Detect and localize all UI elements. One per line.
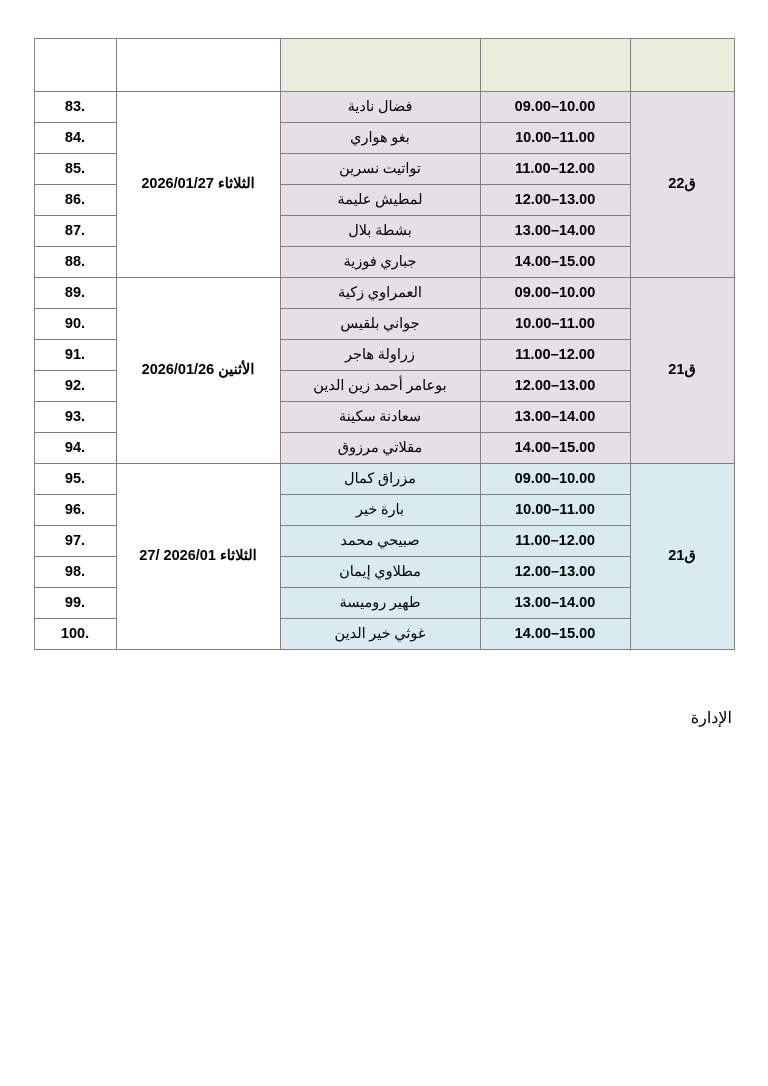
time-slot-cell: 14.00–15.00 [480,619,630,650]
student-name-cell: تواتيت نسرين [280,154,480,185]
time-slot-cell: 13.00–14.00 [480,588,630,619]
row-number-cell: 85. [34,154,116,185]
student-name-cell: بغو هواري [280,123,480,154]
row-number-cell: 87. [34,216,116,247]
time-slot-cell: 09.00–10.00 [480,464,630,495]
table-row [34,278,734,309]
administration-signature: الإدارة [690,710,732,727]
student-name-cell: بشطة بلال [280,216,480,247]
student-name-cell: صبيحي محمد [280,526,480,557]
student-name-cell: مطلاوي إيمان [280,557,480,588]
header-cell-date [116,39,280,92]
student-name-cell: سعادنة سكينة [280,402,480,433]
student-name-cell: فضال نادية [280,92,480,123]
time-slot-cell: 09.00–10.00 [480,92,630,123]
row-number-cell: 86. [34,185,116,216]
table-row [34,464,734,495]
row-number-cell: 99. [34,588,116,619]
time-slot-cell: 10.00–11.00 [480,123,630,154]
date-cell: الثلاثاء 2026/01 /27 [116,464,280,650]
time-slot-cell: 10.00–11.00 [480,495,630,526]
student-name-cell: بوعامر أحمد زين الدين [280,371,480,402]
room-cell: ق22 [630,92,734,278]
row-number-cell: 84. [34,123,116,154]
header-cell-room [630,39,734,92]
time-slot-cell: 11.00–12.00 [480,526,630,557]
date-cell: الأثنين 2026/01/26 [116,278,280,464]
student-name-cell: لمطيش عليمة [280,185,480,216]
student-name-cell: جواني بلقيس [280,309,480,340]
time-slot-cell: 13.00–14.00 [480,402,630,433]
student-name-cell: غوثي خير الدين [280,619,480,650]
student-name-cell: العمراوي زكية [280,278,480,309]
time-slot-cell: 11.00–12.00 [480,340,630,371]
row-number-cell: 93. [34,402,116,433]
row-number-cell: 98. [34,557,116,588]
header-cell-number [34,39,116,92]
exam-schedule-table [34,38,735,650]
table-row [34,92,734,123]
time-slot-cell: 11.00–12.00 [480,154,630,185]
room-cell: ق21 [630,278,734,464]
student-name-cell: طهير روميسة [280,588,480,619]
time-slot-cell: 10.00–11.00 [480,309,630,340]
time-slot-cell: 14.00–15.00 [480,247,630,278]
student-name-cell: مزراق كمال [280,464,480,495]
student-name-cell: بارة خير [280,495,480,526]
header-cell-name [280,39,480,92]
time-slot-cell: 09.00–10.00 [480,278,630,309]
row-number-cell: 96. [34,495,116,526]
date-cell: الثلاثاء 2026/01/27 [116,92,280,278]
time-slot-cell: 12.00–13.00 [480,371,630,402]
header-cell-time [480,39,630,92]
row-number-cell: 89. [34,278,116,309]
row-number-cell: 100. [34,619,116,650]
row-number-cell: 92. [34,371,116,402]
row-number-cell: 90. [34,309,116,340]
table-header-row [34,39,734,92]
time-slot-cell: 12.00–13.00 [480,557,630,588]
student-name-cell: زراولة هاجر [280,340,480,371]
row-number-cell: 95. [34,464,116,495]
time-slot-cell: 14.00–15.00 [480,433,630,464]
student-name-cell: مقلاتي مرزوق [280,433,480,464]
schedule-table-body [34,39,734,650]
row-number-cell: 97. [34,526,116,557]
room-cell: ق21 [630,464,734,650]
time-slot-cell: 13.00–14.00 [480,216,630,247]
row-number-cell: 94. [34,433,116,464]
time-slot-cell: 12.00–13.00 [480,185,630,216]
row-number-cell: 88. [34,247,116,278]
student-name-cell: جباري فوزية [280,247,480,278]
row-number-cell: 91. [34,340,116,371]
row-number-cell: 83. [34,92,116,123]
